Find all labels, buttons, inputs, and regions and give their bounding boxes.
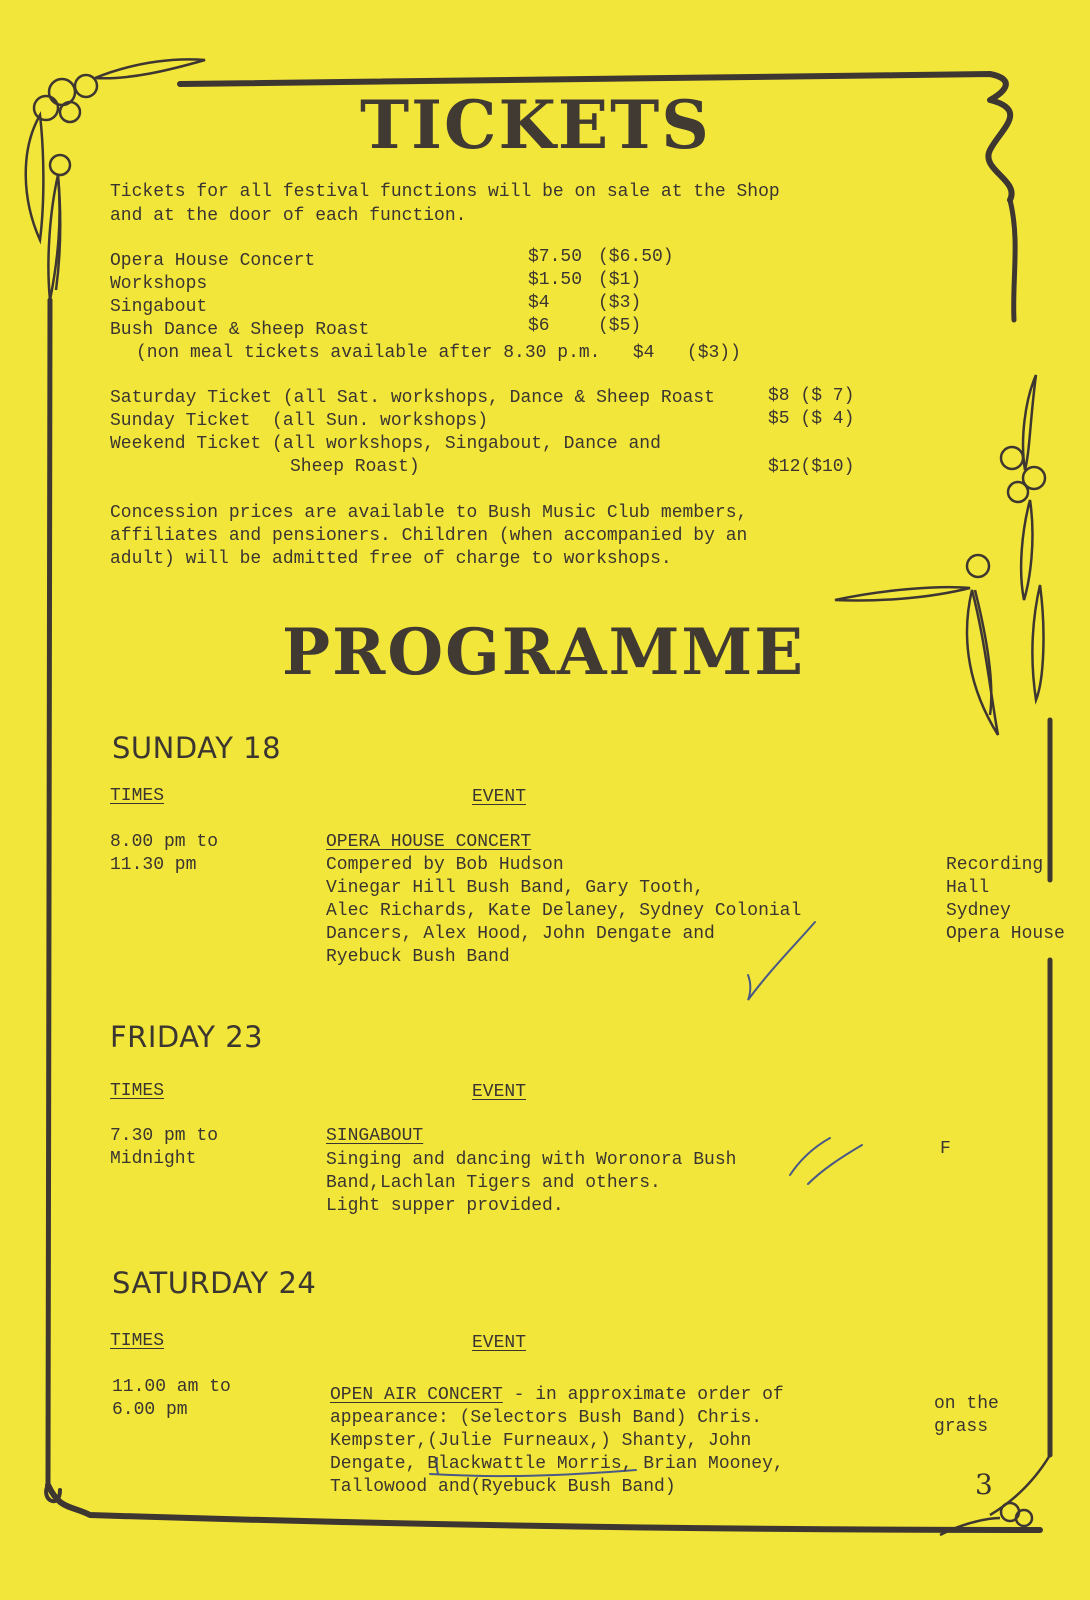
sunday-ticket-price: $5 ($ 4)	[768, 409, 855, 429]
sunday-ticket: Sunday Ticket (all Sun. workshops)	[110, 411, 489, 431]
ticket-price-list	[110, 247, 810, 350]
event-line: Light supper provided.	[326, 1196, 564, 1216]
event-line: appearance: (Selectors Bush Band) Chris.	[330, 1408, 763, 1428]
times-label: TIMES	[110, 1331, 165, 1351]
tickets-intro-line-2: and at the door of each function.	[110, 206, 467, 226]
price-value: $6	[528, 316, 550, 336]
day-heading: SUNDAY 18	[112, 731, 282, 765]
programme-heading: PROGRAMME	[282, 615, 806, 690]
concession-note-2: affiliates and pensioners. Children (when accompanied by an	[110, 526, 748, 546]
venue-line: F	[940, 1139, 951, 1159]
event-time: 6.00 pm	[112, 1400, 188, 1420]
times-label: TIMES	[110, 1081, 165, 1101]
saturday-ticket: Saturday Ticket (all Sat. workshops, Dance & Sheep Roast	[110, 388, 715, 408]
event-time: 11.30 pm	[110, 855, 197, 875]
venue-line: on the	[934, 1394, 999, 1414]
event-time: Midnight	[110, 1149, 197, 1169]
venue-line: Opera House	[946, 924, 1065, 944]
venue-line: Hall	[946, 878, 990, 898]
event-line: Band,Lachlan Tigers and others.	[326, 1173, 661, 1193]
event-label: EVENT	[472, 1082, 527, 1102]
times-label: TIMES	[110, 786, 165, 806]
price-value: $1.50	[528, 270, 583, 290]
event-time: 7.30 pm to	[110, 1126, 219, 1146]
event-line: Singing and dancing with Woronora Bush	[326, 1150, 737, 1170]
concession-note-3: adult) will be admitted free of charge to workshops.	[110, 549, 672, 569]
venue-line: Sydney	[946, 901, 1011, 921]
price-concession: ($5)	[598, 316, 642, 336]
event-line: Ryebuck Bush Band	[326, 947, 510, 967]
day-heading: SATURDAY 24	[112, 1266, 317, 1300]
price-name: Opera House Concert	[110, 251, 316, 271]
price-concession: ($6.50)	[598, 247, 674, 267]
day-heading: FRIDAY 23	[110, 1020, 264, 1054]
weekend-ticket-cont: Sheep Roast)	[290, 457, 420, 477]
tickets-intro-line-1: Tickets for all festival functions will be on sale at the Shop	[110, 182, 780, 202]
saturday-ticket-price: $8 ($ 7)	[768, 386, 855, 406]
event-line: Dengate, Blackwattle Morris, Brian Mooney,	[330, 1454, 784, 1474]
price-concession: ($1)	[598, 270, 642, 290]
price-name: Workshops	[110, 274, 208, 294]
event-label: EVENT	[472, 787, 527, 807]
event-line: Compered by Bob Hudson	[326, 855, 564, 875]
price-value: $7.50	[528, 247, 583, 267]
weekend-ticket: Weekend Ticket (all workshops, Singabout, Dance and	[110, 434, 661, 454]
event-time: 11.00 am to	[112, 1377, 231, 1397]
event-line: Tallowood and(Ryebuck Bush Band)	[330, 1477, 676, 1497]
event-title: OPEN AIR CONCERT	[330, 1385, 503, 1405]
price-name: Bush Dance & Sheep Roast	[110, 320, 370, 340]
weekend-ticket-price: $12($10)	[768, 457, 855, 477]
event-title: SINGABOUT	[326, 1126, 424, 1146]
price-value: $4	[528, 293, 550, 313]
event-title-row	[330, 1384, 784, 1407]
venue-line: Recording	[946, 855, 1044, 875]
event-label: EVENT	[472, 1333, 527, 1353]
tickets-heading: TICKETS	[360, 86, 711, 164]
event-line: Dancers, Alex Hood, John Dengate and	[326, 924, 715, 944]
price-concession: ($3)	[598, 293, 642, 313]
event-time: 8.00 pm to	[110, 832, 219, 852]
event-title-suffix: - in approximate order of	[502, 1385, 784, 1405]
price-name: Singabout	[110, 297, 208, 317]
concession-note-1: Concession prices are available to Bush Music Club members,	[110, 503, 748, 523]
event-line: Kempster,(Julie Furneaux,) Shanty, John	[330, 1431, 752, 1451]
venue-line: grass	[934, 1417, 989, 1437]
event-title: OPERA HOUSE CONCERT	[326, 832, 532, 852]
event-line: Vinegar Hill Bush Band, Gary Tooth,	[326, 878, 705, 898]
page-number: 3	[975, 1468, 993, 1501]
non-meal-note: (non meal tickets available after 8.30 p.m. $4 ($3))	[136, 343, 741, 363]
event-line: Alec Richards, Kate Delaney, Sydney Colonial	[326, 901, 802, 921]
